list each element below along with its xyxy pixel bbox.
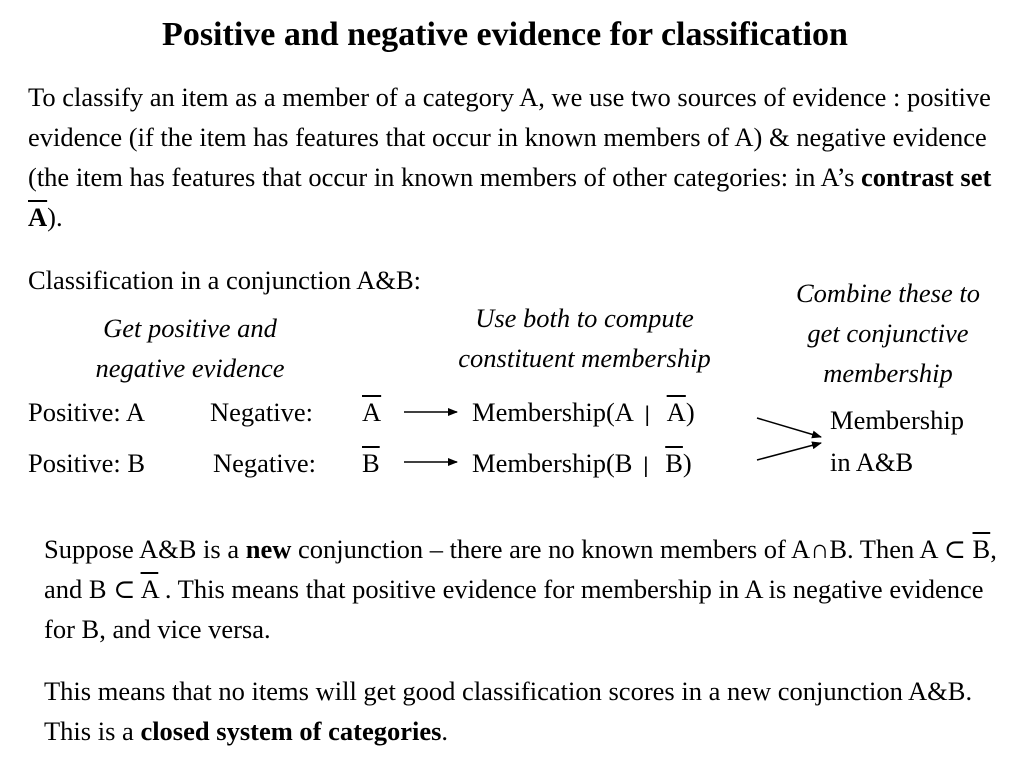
closed-system-term: closed system of categories [140,716,442,746]
b1-t1: Suppose A&B is a [44,534,246,564]
membership-a-suffix: ) [685,397,695,427]
contrast-set-term: contrast set [861,162,992,192]
b1-bar-b: $\overline{B}$ [972,534,991,564]
result-line-2: in A&B [830,447,914,477]
b1-t4 [966,534,973,564]
negative-b-symbol: $\overline{B}$ [362,448,380,478]
positive-a: Positive: A [28,397,146,427]
intro-text: To classify an item as a member of a category A, we use two sources of evidence : positive evidence (if the item has features that occur in known members of A) & negative evidence (the item has features that occur in known members of other categories: in A’s [28,82,991,192]
combine-line-2: get conjunctive [807,318,969,348]
b2-t2: . [441,716,449,746]
membership-a-prefix: Membership(A [472,397,634,427]
combine-line-1: Combine these to [796,278,980,308]
get-evidence-line-1: Get positive and [103,313,277,343]
subset-symbol-2: ⊂ [113,574,136,604]
b1-t2: conjunction – there are no known members of A [291,534,811,564]
b1-bar-a: $\overline{A}$ [140,574,159,604]
b2-t1: This means that no items will get good classification scores in a new conjunction A&B. This is a [44,676,973,746]
combine-line-3: membership [823,358,953,388]
membership-a-sep: | [643,402,651,426]
membership-b-suffix: ) [682,448,692,478]
negative-b-label: Negative: [213,448,317,478]
negative-a-label: Negative: [210,397,314,427]
conjunction-heading: Classification in a conjunction A&B: [28,265,422,295]
subset-symbol-1: ⊂ [943,534,966,564]
b1-t5: , and B [44,534,997,604]
closed-system-paragraph [44,671,1014,751]
page-title: Positive and negative evidence for classification [162,16,848,53]
arrow-b-to-result [757,443,821,460]
new-conjunction-paragraph [44,529,1014,649]
membership-a-symbol: $\overline{A}$ [666,397,686,427]
result-line-1: Membership [830,405,964,435]
arrow-a-to-result [757,418,821,437]
get-evidence-line-2: negative evidence [95,353,285,383]
use-both-line-2: constituent membership [458,343,711,373]
intro-end: ). [47,202,63,232]
positive-b: Positive: B [28,448,146,478]
membership-b-symbol: $\overline{B}$ [665,448,683,478]
negative-a-symbol: $\overline{A}$ [362,397,382,427]
membership-b-sep: | [642,453,650,477]
contrast-set-symbol: $\overline{A}$ [28,202,48,232]
intersection-symbol: ∩ [810,534,830,564]
use-both-line-1: Use both to compute [475,303,694,333]
membership-b-prefix: Membership(B [472,448,633,478]
b1-new: new [245,534,292,564]
b1-t3: B. Then A [829,534,944,564]
b1-t7: . This means that positive evidence for membership in A is negative evidence for B, and vice versa. [44,574,984,644]
